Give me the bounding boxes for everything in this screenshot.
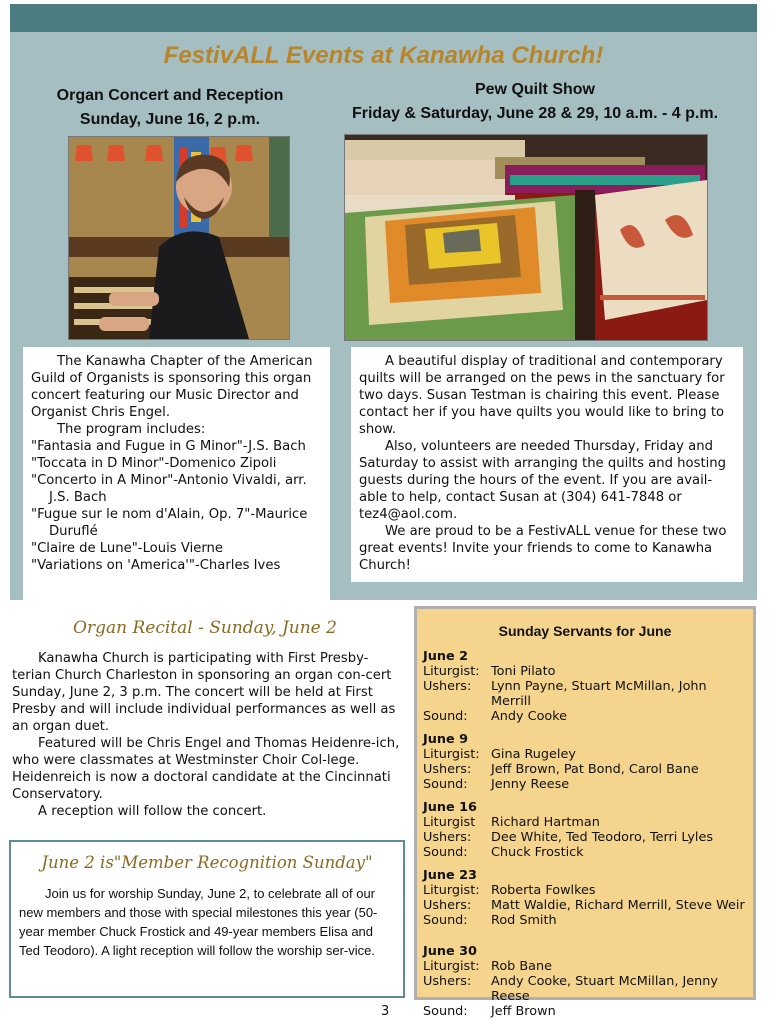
servant-group — [423, 649, 747, 724]
servant-date: June 30 — [423, 944, 477, 959]
servant-names: Roberta Fowlkes — [491, 883, 596, 898]
program-item: "Concerto in A Minor"-Antonio Vivaldi, arr. J.S. Bach — [31, 473, 307, 505]
program-item: "Fugue sur le nom d'Alain, Op. 7"-Maurice Duruflé — [31, 507, 308, 539]
recital-paragraph: Featured will be Chris Engel and Thomas Heidenre-ich, who were classmates at Westminster Choir Col-lege. Heidenreich is now a doctoral candidate at the Cincinnati Conservatory. — [12, 736, 400, 802]
organist-illustration — [69, 137, 289, 339]
page-number: 3 — [381, 1004, 390, 1019]
program-item: "Claire de Lune"-Louis Vierne — [31, 541, 224, 556]
servant-row — [423, 747, 747, 762]
servant-role: Ushers: — [423, 762, 472, 777]
member-recognition-title: June 2 is"Member Recognition Sunday" — [41, 853, 373, 872]
servant-names: Jenny Reese — [491, 777, 570, 792]
servant-row — [423, 664, 747, 679]
servant-role: Sound: — [423, 777, 468, 792]
quilt-paragraph: Also, volunteers are needed Thursday, Friday and Saturday to assist with arranging the quilts and hosting guests during the hours of the event. If you are avail-able to help, contact Susan at (304) 641-7848 or tez4@aol.com. — [359, 439, 727, 522]
organ-concert-description — [23, 347, 330, 602]
program-item: "Fantasia and Fugue in G Minor"-J.S. Bach — [31, 439, 306, 454]
servant-names: Toni Pilato — [491, 664, 556, 679]
quilt-paragraph: We are proud to be a FestivALL venue for these two great events! Invite your friends to come to Kanawha Church! — [359, 524, 727, 573]
servant-row — [423, 845, 747, 860]
servant-row — [423, 762, 747, 777]
servant-names: Lynn Payne, Stuart McMillan, John Merrill — [491, 679, 707, 709]
servant-group — [423, 868, 747, 928]
servant-names: Rob Bane — [491, 959, 552, 974]
servant-role: Sound: — [423, 913, 468, 928]
servant-role: Liturgist — [423, 815, 476, 830]
servant-role: Liturgist: — [423, 959, 480, 974]
quilt-show-description — [351, 347, 743, 582]
organ-concert-paragraph: The Kanawha Chapter of the American Guild of Organists is sponsoring this organ concert featuring our Music Director and Organist Chris Engel. — [31, 354, 313, 420]
servant-role: Liturgist: — [423, 883, 480, 898]
servant-row — [423, 883, 747, 898]
servant-row — [423, 777, 747, 792]
servant-row — [423, 898, 747, 913]
servant-row — [423, 1004, 747, 1019]
servant-names: Andy Cooke — [491, 709, 568, 724]
organ-concert-heading — [20, 84, 320, 132]
organ-concert-title: Organ Concert and Reception — [56, 87, 284, 104]
quilt-photo — [344, 134, 708, 341]
servant-names: Gina Rugeley — [491, 747, 576, 762]
servant-names: Dee White, Ted Teodoro, Terri Lyles — [491, 830, 714, 845]
quilt-paragraph: A beautiful display of traditional and contemporary quilts will be arranged on the pews in the sanctuary for two days. Susan Testman is chairing this event. Please contact her if you have quilts you would like to bring to show. — [359, 354, 725, 437]
servant-group — [423, 732, 747, 792]
servant-date: June 23 — [423, 868, 477, 883]
organ-recital-article — [12, 650, 400, 820]
servant-names: Richard Hartman — [491, 815, 600, 830]
servant-row — [423, 679, 747, 709]
recital-paragraph: A reception will follow the concert. — [38, 804, 267, 819]
servant-names: Jeff Brown — [491, 1004, 556, 1019]
servant-names: Rod Smith — [491, 913, 557, 928]
servant-names: Jeff Brown, Pat Bond, Carol Bane — [491, 762, 699, 777]
servant-role: Ushers: — [423, 898, 472, 913]
servant-role: Sound: — [423, 709, 468, 724]
servant-names: Matt Waldie, Richard Merrill, Steve Weir — [491, 898, 745, 913]
organist-photo — [68, 136, 290, 340]
organ-concert-when: Sunday, June 16, 2 p.m. — [79, 111, 261, 128]
festivall-panel — [10, 32, 757, 600]
quilt-illustration — [345, 135, 707, 340]
servant-date: June 9 — [423, 732, 469, 747]
festivall-title: FestivALL Events at Kanawha Church! — [163, 42, 604, 69]
member-recognition-box — [9, 840, 405, 998]
quilt-show-heading — [320, 78, 750, 126]
servant-date: June 2 — [423, 649, 469, 664]
program-item: "Toccata in D Minor"-Domenico Zipoli — [31, 456, 277, 471]
servants-title: Sunday Servants for June — [498, 623, 672, 639]
servant-role: Ushers: — [423, 974, 472, 989]
servant-names: Chuck Frostick — [491, 845, 584, 860]
servant-date: June 16 — [423, 800, 477, 815]
servant-row — [423, 830, 747, 845]
organ-recital-title: Organ Recital - Sunday, June 2 — [73, 618, 337, 638]
servant-group — [423, 800, 747, 860]
header-bar — [10, 4, 757, 32]
servant-names: Andy Cooke, Stuart McMillan, Jenny Reese — [491, 974, 718, 1004]
servant-row — [423, 913, 747, 928]
servant-role: Sound: — [423, 845, 468, 860]
program-intro: The program includes: — [57, 422, 206, 437]
servant-role: Sound: — [423, 1004, 468, 1019]
sunday-servants-box — [414, 606, 756, 1019]
quilt-show-title: Pew Quilt Show — [474, 81, 595, 98]
servant-role: Ushers: — [423, 830, 472, 845]
servant-role: Ushers: — [423, 679, 472, 694]
servant-row — [423, 974, 747, 1004]
servant-role: Liturgist: — [423, 664, 480, 679]
servant-group — [423, 944, 747, 1019]
program-item: "Variations on 'America'"-Charles Ives — [31, 558, 281, 573]
member-recognition-text: Join us for worship Sunday, June 2, to celebrate all of our new members and those with special milestones this year (50-year member Chuck Frostick and 49-year members Elisa and Ted Teodoro). A light reception will follow the worship ser-vice. — [19, 886, 378, 958]
servant-row — [423, 959, 747, 974]
servant-row — [423, 815, 747, 830]
recital-paragraph: Kanawha Church is participating with First Presby-terian Church Charleston in sponsoring an organ con-cert Sunday, June 2, 3 p.m. The concert will be held at First Presby and will include individual performances as well as an organ duet. — [12, 651, 396, 734]
servant-row — [423, 709, 747, 724]
quilt-show-when: Friday & Saturday, June 28 & 29, 10 a.m. - 4 p.m. — [351, 105, 719, 122]
servant-role: Liturgist: — [423, 747, 480, 762]
